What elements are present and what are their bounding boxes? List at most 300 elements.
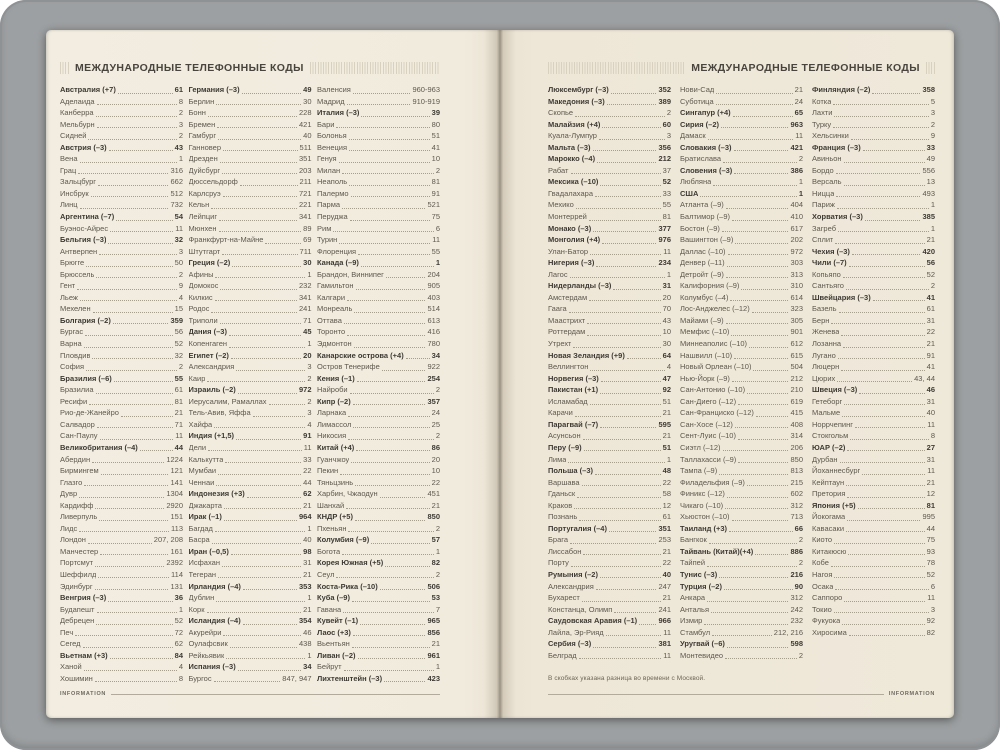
header-stripe-bar <box>310 62 440 74</box>
city-code-row <box>317 234 440 246</box>
entry-code: 813 <box>790 466 803 476</box>
city-code-row <box>680 442 803 454</box>
entry-code: 212, 216 <box>773 627 803 637</box>
dot-leader <box>727 638 789 648</box>
city-code-row <box>317 188 440 200</box>
entry-code: 11 <box>663 650 671 660</box>
dot-leader <box>725 650 797 660</box>
city-code-row <box>812 107 935 119</box>
country-code-row <box>548 638 671 650</box>
dot-leader <box>835 581 928 591</box>
city-code-row <box>189 292 312 304</box>
entry-code: 228 <box>298 108 312 118</box>
entry-code: 732 <box>170 200 183 210</box>
city-code-row <box>317 223 440 235</box>
entry-name: Тампа (–9) <box>680 466 718 476</box>
dot-leader <box>236 361 305 371</box>
code-column <box>60 84 183 685</box>
entry-code: 52 <box>662 177 671 187</box>
entry-name: Ницца <box>812 188 835 198</box>
dot-leader <box>741 280 788 290</box>
dot-leader <box>844 153 925 163</box>
entry-code: 21 <box>662 546 671 556</box>
entry-name: Венеция <box>317 142 348 152</box>
entry-code: 78 <box>926 558 935 568</box>
entry-name: Хьюстон (–10) <box>680 512 730 522</box>
entry-name: Денвер (–11) <box>680 258 725 268</box>
dot-leader <box>738 396 788 406</box>
dot-leader <box>844 176 925 186</box>
city-code-row <box>812 234 935 246</box>
entry-name: Финляндия (–2) <box>812 85 871 94</box>
dot-leader <box>609 523 657 533</box>
entry-code: 598 <box>790 639 803 649</box>
entry-code: 1 <box>930 200 935 210</box>
dot-leader <box>97 119 177 129</box>
city-code-row <box>548 488 671 500</box>
city-code-row <box>60 165 183 177</box>
entry-name: Балтимор (–9) <box>680 212 731 222</box>
city-code-row <box>189 188 312 200</box>
city-code-row <box>680 234 803 246</box>
city-code-row <box>189 627 312 639</box>
dot-leader <box>582 477 661 487</box>
city-code-row <box>189 396 312 408</box>
entry-code: 2 <box>307 373 312 383</box>
entry-code: 2 <box>307 396 312 406</box>
entry-name: Асунсьон <box>548 431 581 441</box>
entry-name: Салвадор <box>60 419 95 429</box>
entry-code: 354 <box>298 616 312 626</box>
dot-leader <box>110 650 173 660</box>
entry-code: 1 <box>798 188 803 198</box>
dot-leader <box>84 477 168 487</box>
entry-name: Варшава <box>548 477 580 487</box>
dot-leader <box>858 500 925 510</box>
city-code-row <box>680 511 803 523</box>
entry-name: Бельгия (–3) <box>60 235 107 245</box>
entry-name: Коста-Рика (–10) <box>317 581 378 591</box>
entry-code: 241 <box>298 304 312 314</box>
entry-code: 30 <box>303 96 312 106</box>
city-code-row <box>60 361 183 373</box>
dot-leader <box>747 477 789 487</box>
dot-leader <box>583 430 661 440</box>
dot-leader <box>232 257 301 267</box>
entry-code: 81 <box>926 500 935 510</box>
entry-code: 905 <box>427 281 440 291</box>
entry-name: Исламабад <box>548 396 588 406</box>
city-code-row <box>189 569 312 581</box>
entry-name: Анталья <box>680 604 710 614</box>
city-code-row <box>812 315 935 327</box>
entry-code: 1 <box>666 269 671 279</box>
header-stripe-accent <box>60 62 69 74</box>
dot-leader <box>735 419 789 429</box>
entry-code: 241 <box>658 604 671 614</box>
entry-name: Улан-Батор <box>548 246 589 256</box>
entry-code: 11 <box>663 246 671 256</box>
city-code-row <box>548 407 671 419</box>
dot-leader <box>838 350 925 360</box>
dot-leader <box>229 338 305 348</box>
dot-leader <box>95 557 164 567</box>
dot-leader <box>579 650 662 660</box>
entry-name: София <box>60 362 85 372</box>
dot-leader <box>589 211 661 221</box>
entry-name: Канарские острова (+4) <box>317 350 404 360</box>
entry-name: Монреаль <box>317 304 353 314</box>
entry-code: 114 <box>171 569 183 579</box>
city-code-row <box>812 511 935 523</box>
dot-leader <box>118 84 173 94</box>
entry-name: Стокгольм <box>812 431 849 441</box>
entry-name: Эдинбург <box>60 581 93 591</box>
entry-name: Зальцбург <box>60 177 96 187</box>
dot-leader <box>593 638 656 648</box>
dot-leader <box>336 569 433 579</box>
city-code-row <box>680 84 803 96</box>
dot-leader <box>350 211 430 221</box>
entry-code: 48 <box>662 466 671 476</box>
entry-code: 75 <box>431 212 440 222</box>
dot-leader <box>354 338 426 348</box>
entry-name: Манчестер <box>60 546 99 556</box>
dot-leader <box>843 269 925 279</box>
country-code-row <box>317 592 440 604</box>
city-code-row <box>60 523 183 535</box>
entry-name: Брюссель <box>60 269 95 279</box>
entry-name: Дрезден <box>188 154 218 164</box>
entry-code: 381 <box>658 639 671 649</box>
entry-name: Лиссабон <box>548 546 582 556</box>
country-code-row <box>317 615 440 627</box>
city-code-row <box>812 338 935 350</box>
entry-code: 323 <box>790 304 803 314</box>
dot-leader <box>86 361 177 371</box>
entry-name: Констанца, Олимп <box>548 604 613 614</box>
entry-code: 410 <box>790 212 803 222</box>
dot-leader <box>208 442 302 452</box>
city-code-row <box>60 257 183 269</box>
city-code-row <box>548 396 671 408</box>
entry-code: 521 <box>427 200 440 210</box>
dot-leader <box>602 234 656 244</box>
entry-name: Брюгге <box>60 258 85 268</box>
entry-name: Колумбус (–4) <box>680 292 729 302</box>
footer-label: INFORMATION <box>60 691 107 697</box>
code-column <box>680 84 803 685</box>
city-code-row <box>812 419 935 431</box>
entry-name: Куба (–9) <box>317 593 350 603</box>
dot-leader <box>353 627 426 637</box>
dot-leader <box>97 96 177 106</box>
entry-name: Испания (–3) <box>188 662 236 672</box>
entry-name: Джакарта <box>188 500 222 510</box>
dot-leader <box>584 442 661 452</box>
entry-name: Женева <box>812 327 840 337</box>
entry-name: Амстердам <box>548 292 588 302</box>
dot-leader <box>348 430 434 440</box>
entry-name: Мумбаи <box>188 466 217 476</box>
dot-leader <box>733 107 793 117</box>
entry-name: Ченнаи <box>188 477 215 487</box>
entry-name: Ханой <box>60 662 82 672</box>
dot-leader <box>342 165 434 175</box>
country-code-row <box>189 511 312 523</box>
dot-leader <box>587 326 660 336</box>
country-code-row <box>189 257 312 269</box>
dot-leader <box>113 315 169 325</box>
entry-code: 512 <box>170 188 183 198</box>
entry-code: 121 <box>170 466 183 476</box>
entry-code: 31 <box>303 558 312 568</box>
entry-code: 910-919 <box>412 96 440 106</box>
country-code-row <box>812 246 935 258</box>
city-code-row <box>812 326 935 338</box>
dot-leader <box>571 165 661 175</box>
dot-leader <box>730 292 788 302</box>
entry-name: Лейпциг <box>188 212 218 222</box>
country-code-row <box>812 257 935 269</box>
entry-name: Лозанна <box>812 339 842 349</box>
entry-name: Кейптаун <box>812 477 845 487</box>
entry-code: 312 <box>790 500 803 510</box>
entry-name: Египет (–2) <box>188 350 229 360</box>
city-code-row <box>812 557 935 569</box>
entry-name: Измир <box>680 616 703 626</box>
entry-code: 55 <box>662 200 671 210</box>
entry-name: Таиланд (+3) <box>680 523 728 533</box>
entry-name: Китай (+4) <box>317 442 355 452</box>
city-code-row <box>60 407 183 419</box>
entry-code: 37 <box>662 165 671 175</box>
entry-name: Бургас <box>60 327 84 337</box>
dot-leader <box>844 396 924 406</box>
entry-name: Кипр (–2) <box>317 396 351 406</box>
entry-name: Аргентина (–7) <box>60 212 115 222</box>
entry-name: Сан-Хосе (–12) <box>680 419 733 429</box>
entry-code: 965 <box>427 616 440 626</box>
entry-code: 161 <box>170 546 183 556</box>
entry-code: 232 <box>790 616 803 626</box>
dot-leader <box>77 280 177 290</box>
country-code-row <box>548 465 671 477</box>
entry-name: Вашингтон (–9) <box>680 235 734 245</box>
page-title: МЕЖДУНАРОДНЫЕ ТЕЛЕФОННЫЕ КОДЫ <box>75 62 304 74</box>
city-code-row <box>317 303 440 315</box>
entry-code: 438 <box>298 639 312 649</box>
entry-name: Чили (–7) <box>812 258 847 268</box>
entry-code: 1 <box>178 154 183 164</box>
dot-leader <box>833 119 929 129</box>
dot-leader <box>607 96 657 106</box>
country-code-row <box>317 650 440 662</box>
country-code-row <box>60 84 183 96</box>
entry-name: Финикс (–12) <box>680 489 725 499</box>
entry-name: Словакия (–3) <box>680 142 732 152</box>
entry-name: Осака <box>812 581 834 591</box>
city-code-row <box>680 153 803 165</box>
entry-code: 242 <box>790 604 803 614</box>
country-code-row <box>548 384 671 396</box>
dot-leader <box>639 615 656 625</box>
dot-leader <box>716 96 793 106</box>
entry-name: Сплит <box>812 235 834 245</box>
dot-leader <box>709 534 797 544</box>
code-column <box>317 84 440 685</box>
entry-code: 1 <box>307 650 312 660</box>
dot-leader <box>859 384 924 394</box>
entry-code: 595 <box>658 419 671 429</box>
dot-leader <box>358 246 430 256</box>
country-code-row <box>189 384 312 396</box>
entry-name: Лугано <box>812 350 836 360</box>
entry-name: Турин <box>317 235 338 245</box>
entry-code: 91 <box>431 188 440 198</box>
entry-name: Ливерпуль <box>60 512 98 522</box>
dot-leader <box>738 430 789 440</box>
entry-name: Чикаго (–10) <box>680 500 724 510</box>
entry-code: 51 <box>662 442 671 452</box>
entry-name: Македония (–3) <box>548 96 605 106</box>
dot-leader <box>231 350 301 360</box>
dot-leader <box>207 373 305 383</box>
dot-leader <box>850 430 929 440</box>
entry-code: 356 <box>658 142 671 152</box>
country-code-row <box>548 523 671 535</box>
entry-code: 30 <box>303 258 312 268</box>
dot-leader <box>712 627 772 637</box>
city-code-row <box>548 165 671 177</box>
city-code-row <box>60 557 183 569</box>
dot-leader <box>382 361 426 371</box>
country-code-row <box>680 107 803 119</box>
city-code-row <box>317 488 440 500</box>
dot-leader <box>838 223 929 233</box>
entry-code: 11 <box>927 419 935 429</box>
country-code-row <box>680 165 803 177</box>
city-code-row <box>812 269 935 281</box>
city-code-row <box>317 326 440 338</box>
city-code-row <box>60 199 183 211</box>
dot-leader <box>600 176 660 186</box>
dot-leader <box>95 500 164 510</box>
entry-name: Цюрих <box>812 373 836 383</box>
entry-code: 91 <box>926 350 935 360</box>
dot-leader <box>755 546 788 556</box>
country-code-row <box>680 546 803 558</box>
entry-name: Даллас (–10) <box>680 246 726 256</box>
entry-code: 64 <box>662 350 671 360</box>
entry-code: 415 <box>790 408 803 418</box>
entry-code: 1 <box>307 593 312 603</box>
entry-name: Карачи <box>548 408 573 418</box>
entry-name: Харбин, Чжаодун <box>317 489 378 499</box>
entry-name: Инсбрук <box>60 188 89 198</box>
entry-code: 12 <box>662 500 671 510</box>
entry-code: 13 <box>926 177 935 187</box>
city-code-row <box>812 592 935 604</box>
entry-code: 2 <box>435 385 440 395</box>
entry-code: 9 <box>930 131 935 141</box>
entry-name: Сан-Антонио (–10) <box>680 385 746 395</box>
entry-code: 90 <box>794 581 803 591</box>
code-column <box>548 84 671 685</box>
city-code-row <box>189 338 312 350</box>
city-code-row <box>317 661 440 673</box>
footer-rule <box>111 694 440 695</box>
dot-leader <box>606 627 662 637</box>
entry-name: Брандон, Виннипег <box>317 269 384 279</box>
dot-leader <box>724 581 793 591</box>
entry-name: Лондон <box>60 535 86 545</box>
entry-code: 612 <box>790 339 803 349</box>
dot-leader <box>611 84 657 94</box>
entry-name: Дели <box>188 442 207 452</box>
entry-code: 1 <box>307 339 312 349</box>
time-difference-note: В скобках указана разница во времени с Москвой. <box>548 675 706 682</box>
entry-code: 408 <box>790 419 803 429</box>
dot-leader <box>355 477 429 487</box>
entry-code: 21 <box>794 85 803 94</box>
entry-name: Карлсруэ <box>188 188 221 198</box>
entry-name: Котка <box>812 96 832 106</box>
dot-leader <box>347 326 425 336</box>
dot-leader <box>215 292 297 302</box>
entry-code: 2 <box>930 281 935 291</box>
entry-code: 221 <box>298 200 312 210</box>
country-code-row <box>60 211 183 223</box>
city-code-row <box>189 534 312 546</box>
city-code-row <box>812 176 935 188</box>
entry-code: 1 <box>307 269 312 279</box>
entry-code: 713 <box>790 512 803 522</box>
entry-code: 403 <box>427 292 440 302</box>
dot-leader <box>571 557 661 567</box>
entry-code: 11 <box>795 131 803 141</box>
city-code-row <box>812 130 935 142</box>
city-code-row <box>548 303 671 315</box>
city-code-row <box>680 199 803 211</box>
entry-name: Тегеран <box>188 569 217 579</box>
country-code-row <box>548 119 671 131</box>
dot-leader <box>600 419 656 429</box>
city-code-row <box>60 419 183 431</box>
city-code-row <box>317 465 440 477</box>
city-code-row <box>189 373 312 385</box>
entry-code: 4 <box>666 362 671 372</box>
entry-code: 22 <box>662 558 671 568</box>
city-code-row <box>317 280 440 292</box>
entry-code: 964 <box>298 512 312 522</box>
entry-code: 92 <box>926 616 935 626</box>
dot-leader <box>729 523 793 533</box>
dot-leader <box>847 488 924 498</box>
entry-name: Лайла, Эр-Рияд <box>548 627 604 637</box>
entry-code: 1224 <box>166 454 183 464</box>
dot-leader <box>833 96 928 106</box>
entry-code: 61 <box>174 385 183 395</box>
dot-leader <box>97 419 173 429</box>
dot-leader <box>727 488 789 498</box>
dot-leader <box>601 373 661 383</box>
dot-leader <box>230 638 297 648</box>
dot-leader <box>732 511 789 521</box>
entry-code: 49 <box>303 85 312 94</box>
city-code-row <box>317 546 440 558</box>
dot-leader <box>728 246 789 256</box>
